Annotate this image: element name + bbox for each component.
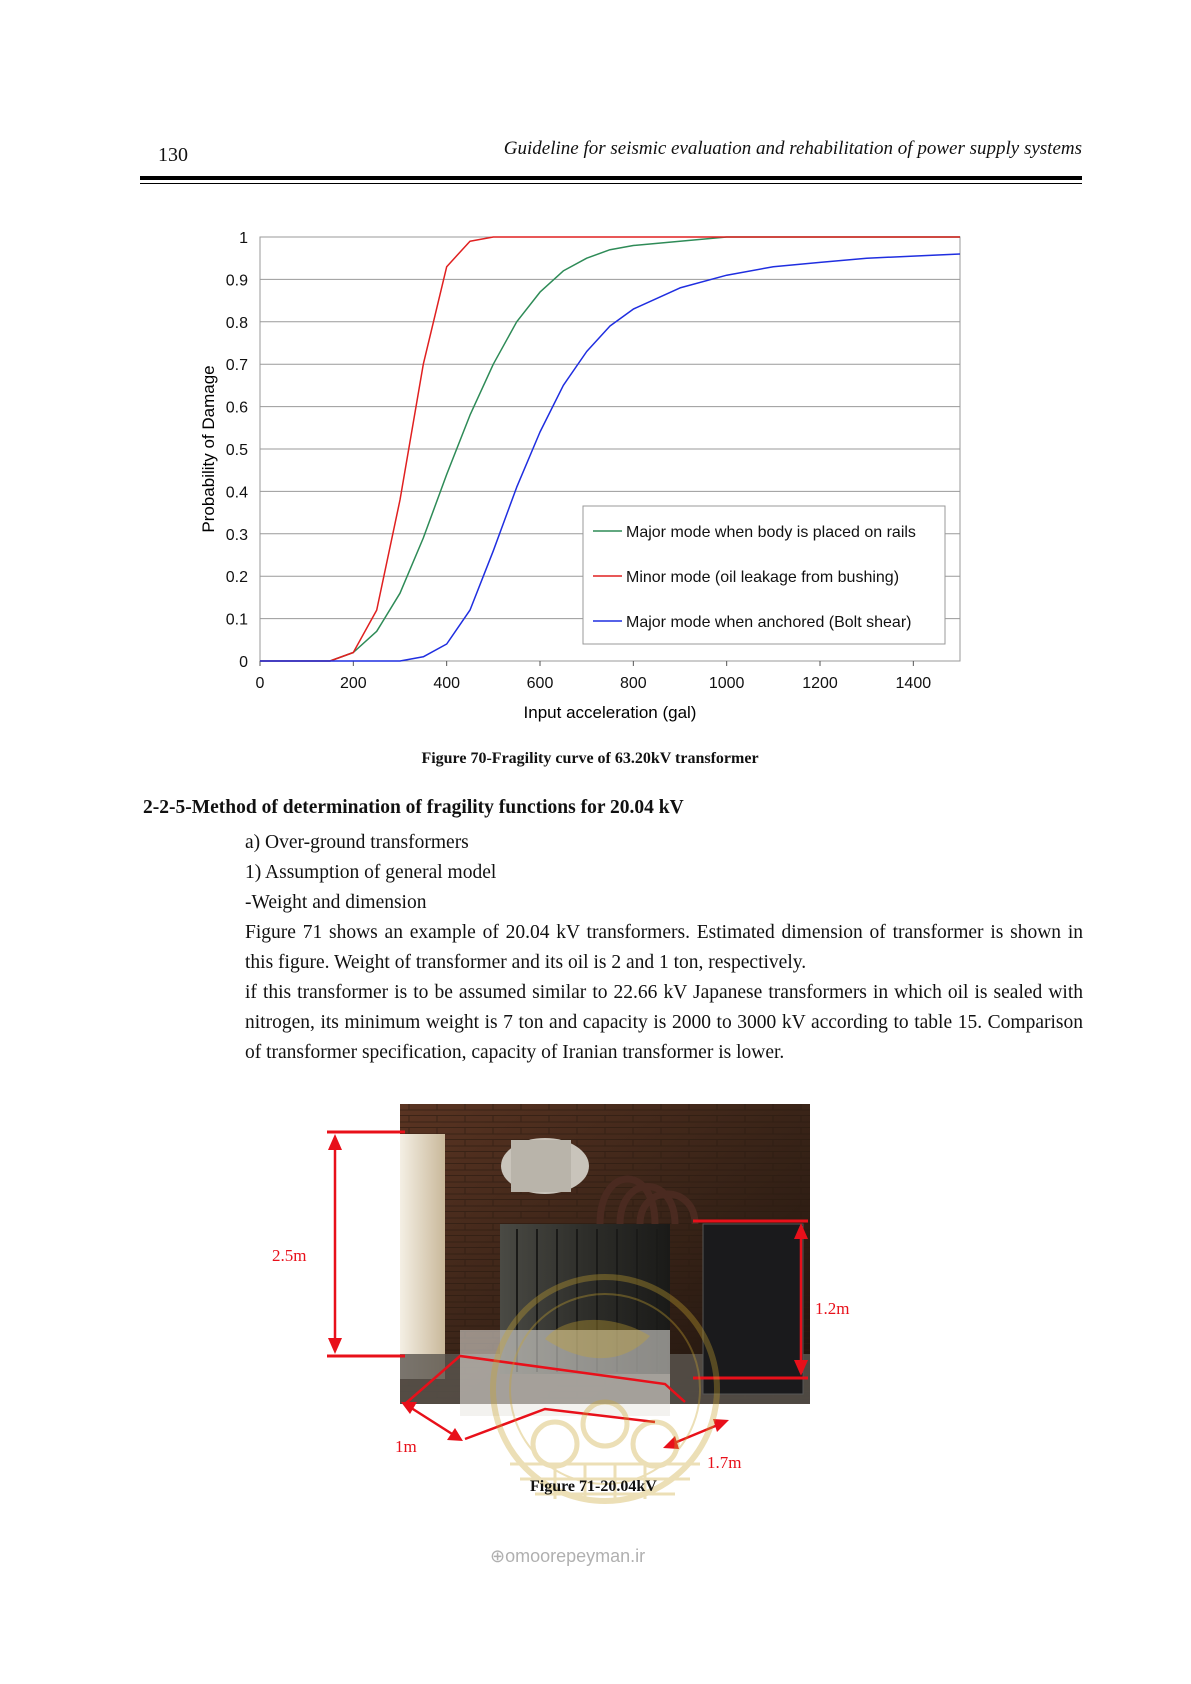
chart-legend <box>583 506 945 644</box>
height-arrow-bottom <box>328 1338 342 1354</box>
y-tick-label: 0 <box>239 654 248 671</box>
watermark-site-text: omoorepeyman.ir <box>505 1546 646 1566</box>
y-tick-label: 1 <box>239 230 248 247</box>
figure-70-caption: Figure 70-Fragility curve of 63.20kV transformer <box>421 750 759 767</box>
legend-entry: Major mode when body is placed on rails <box>626 524 916 541</box>
section-heading: 2-2-5-Method of determination of fragility functions for 20.04 kV <box>143 797 684 818</box>
fragility-chart <box>190 225 990 735</box>
running-title: Guideline for seismic evaluation and rehabilitation of power supply systems <box>503 138 1082 159</box>
height-arrow-top <box>328 1134 342 1150</box>
y-tick-label: 0.9 <box>225 272 248 290</box>
depth-label: 1.7m <box>707 1453 742 1472</box>
x-tick-label: 1400 <box>895 675 932 692</box>
figure-71-caption: Figure 71-20.04kV <box>530 1478 657 1495</box>
globe-icon: ⊕ <box>490 1546 506 1566</box>
header-rule-thin <box>140 183 1082 184</box>
y-tick-label: 0.8 <box>225 314 248 332</box>
legend-entry: Major mode when anchored (Bolt shear) <box>626 614 912 631</box>
x-tick-label: 0 <box>255 675 265 692</box>
y-tick-label: 0.7 <box>225 357 248 375</box>
x-tick-label: 1200 <box>802 675 838 692</box>
y-tick-label: 0.4 <box>225 484 248 502</box>
width-arrow-a <box>401 1402 417 1414</box>
item-a: a) Over-ground transformers <box>245 832 469 853</box>
x-tick-label: 400 <box>433 675 461 692</box>
x-tick-label: 800 <box>619 675 647 692</box>
y-tick-label: 0.1 <box>225 611 248 629</box>
y-tick-label: 0.3 <box>225 526 248 544</box>
paragraph-2: if this transformer is to be assumed similar to 22.66 kV Japanese transformers in which oil is sealed with nitrogen, its minimum weight is 7 ton and capacity is 2000 to 3000 kV according to table 15. Comparison of transformer specification, capacity of Iranian transformer is lower. <box>245 982 1083 1063</box>
x-tick-label: 600 <box>526 675 554 692</box>
page-number: 130 <box>158 144 188 166</box>
x-tick-labels <box>256 661 932 692</box>
legend-entry: Minor mode (oil leakage from bushing) <box>626 569 900 586</box>
y-tick-label: 0.6 <box>225 399 248 417</box>
paragraph-1: Figure 71 shows an example of 20.04 kV transformers. Estimated dimension of transformer is shown in this figure. Weight of transformer and its oil is 2 and 1 ton, respectively. <box>245 922 1083 973</box>
item-1: 1) Assumption of general model <box>245 862 497 883</box>
cabinet-label: 1.2m <box>815 1299 850 1318</box>
width-arrow-b <box>447 1428 463 1441</box>
x-tick-label: 200 <box>339 675 367 692</box>
height-label: 2.5m <box>272 1246 307 1265</box>
x-tick-label: 1000 <box>708 675 745 692</box>
width-label: 1m <box>395 1437 417 1456</box>
page-header <box>140 138 1082 168</box>
watermark-site <box>490 1546 645 1567</box>
y-tick-label: 0.5 <box>225 442 248 459</box>
y-tick-labels <box>226 230 248 671</box>
x-axis-label: Input acceleration (gal) <box>523 703 697 722</box>
item-weight: -Weight and dimension <box>245 892 427 913</box>
photo-image <box>400 1104 810 1416</box>
y-axis-label: Probability of Damage <box>199 365 218 533</box>
header-rule <box>140 176 1082 180</box>
y-tick-label: 0.2 <box>225 569 248 587</box>
